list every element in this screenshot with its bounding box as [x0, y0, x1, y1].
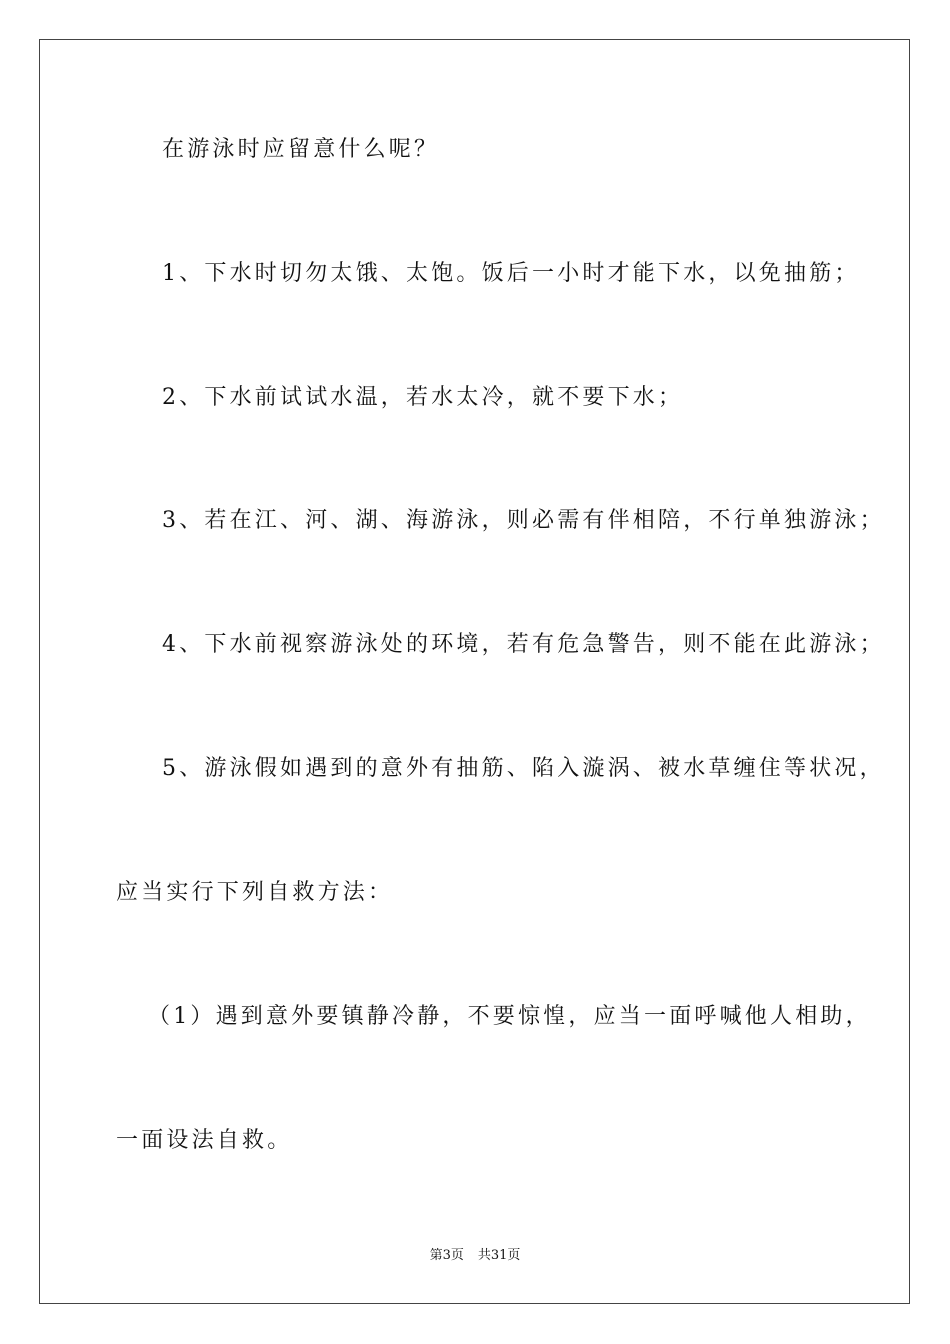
list-item-5: 5、游泳假如遇到的意外有抽筋、陷入漩涡、被水草缠住等状况，: [162, 756, 885, 781]
page-footer: [0, 1249, 950, 1262]
question-heading: 在游泳时应留意什么呢？: [162, 137, 440, 162]
page-frame: [39, 39, 910, 1304]
list-item-3: 3、若在江、河、湖、海游泳，则必需有伴相陪，不行单独游泳；: [162, 508, 885, 533]
list-item-2: 2、下水前试试水温，若水太冷，就不要下水；: [162, 385, 684, 410]
page-number: 第3页: [429, 1248, 464, 1263]
list-item-1: 1、下水时切勿太饿、太饱。饭后一小时才能下水，以免抽筋；: [162, 261, 860, 286]
list-item-4: 4、下水前视察游泳处的环境，若有危急警告，则不能在此游泳；: [162, 632, 885, 657]
list-item-5-continuation: 应当实行下列自救方法：: [116, 880, 394, 905]
page-total: 共31页: [477, 1248, 521, 1263]
sub-item-1: （1）遇到意外要镇静冷静，不要惊惶，应当一面呼喊他人相助，: [148, 1004, 871, 1029]
sub-item-1-continuation: 一面设法自救。: [116, 1128, 293, 1153]
